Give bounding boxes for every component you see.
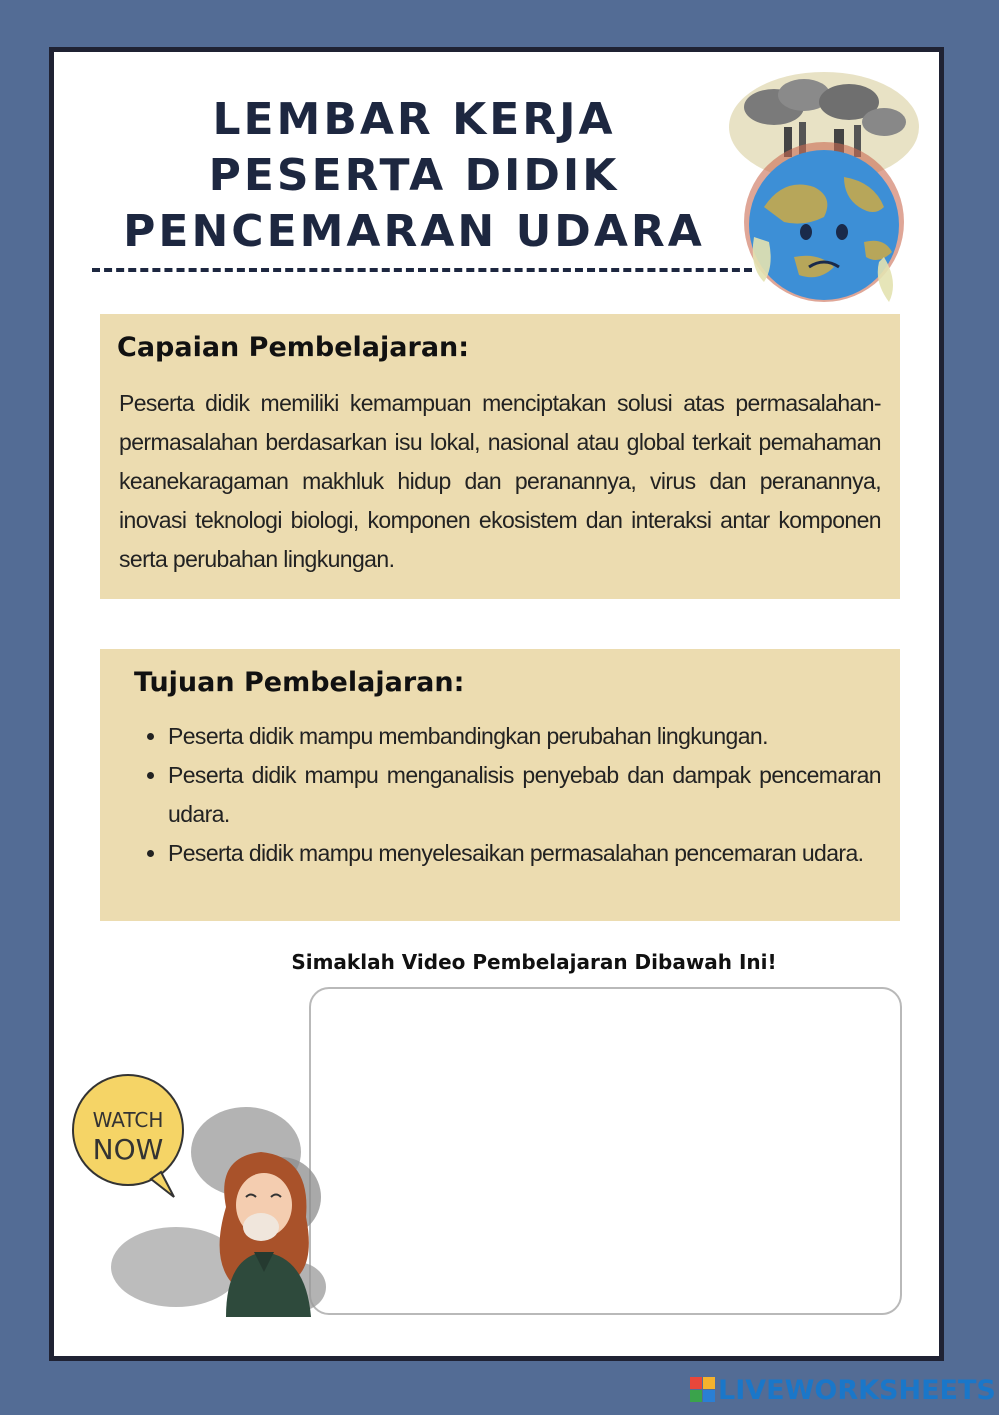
title-line-3: PENCEMARAN UDARA	[123, 206, 705, 257]
liveworksheets-label: LIVEWORKSHEETS	[718, 1374, 996, 1406]
video-instruction: Simaklah Video Pembelajaran Dibawah Ini!	[291, 950, 777, 974]
tujuan-heading: Tujuan Pembelajaran:	[134, 667, 465, 698]
bubble-line-1: WATCH	[92, 1108, 164, 1132]
title-line-1: LEMBAR KERJA	[212, 94, 616, 145]
liveworksheets-brand[interactable]	[690, 1374, 996, 1406]
watch-now-girl-illustration	[66, 1067, 326, 1317]
video-player-frame[interactable]	[309, 987, 902, 1315]
tujuan-pembelajaran-box	[100, 649, 900, 921]
capaian-heading: Capaian Pembelajaran:	[117, 332, 470, 363]
capaian-pembelajaran-box	[100, 314, 900, 599]
capaian-text: Peserta didik memiliki kemampuan menciptakan solusi atas permasalahan-permasalahan berdasarkan isu lokal, nasional atau global terkait pemahaman keanekaragaman makhluk hidup dan peranannya, virus dan peranannya, inovasi teknologi biologi, komponen ekosistem dan interaksi antar komponen serta perubahan lingkungan.	[119, 390, 881, 572]
tujuan-item: • Peserta didik mampu membandingkan perubahan lingkungan.	[168, 717, 881, 756]
liveworksheets-logo-icon	[690, 1377, 716, 1403]
capaian-text-container	[119, 384, 881, 579]
tujuan-list	[140, 717, 881, 873]
worksheet-page	[49, 47, 944, 1361]
title-line-2: PESERTA DIDIK	[208, 150, 620, 201]
tujuan-item: • Peserta didik mampu menyelesaikan permasalahan pencemaran udara.	[168, 834, 881, 873]
polluted-earth-illustration	[724, 67, 924, 307]
title-divider	[92, 268, 752, 272]
tujuan-item: • Peserta didik mampu menganalisis penyebab dan dampak pencemaran udara.	[168, 756, 881, 834]
bubble-line-2: NOW	[92, 1133, 164, 1166]
worksheet-title	[94, 92, 734, 260]
